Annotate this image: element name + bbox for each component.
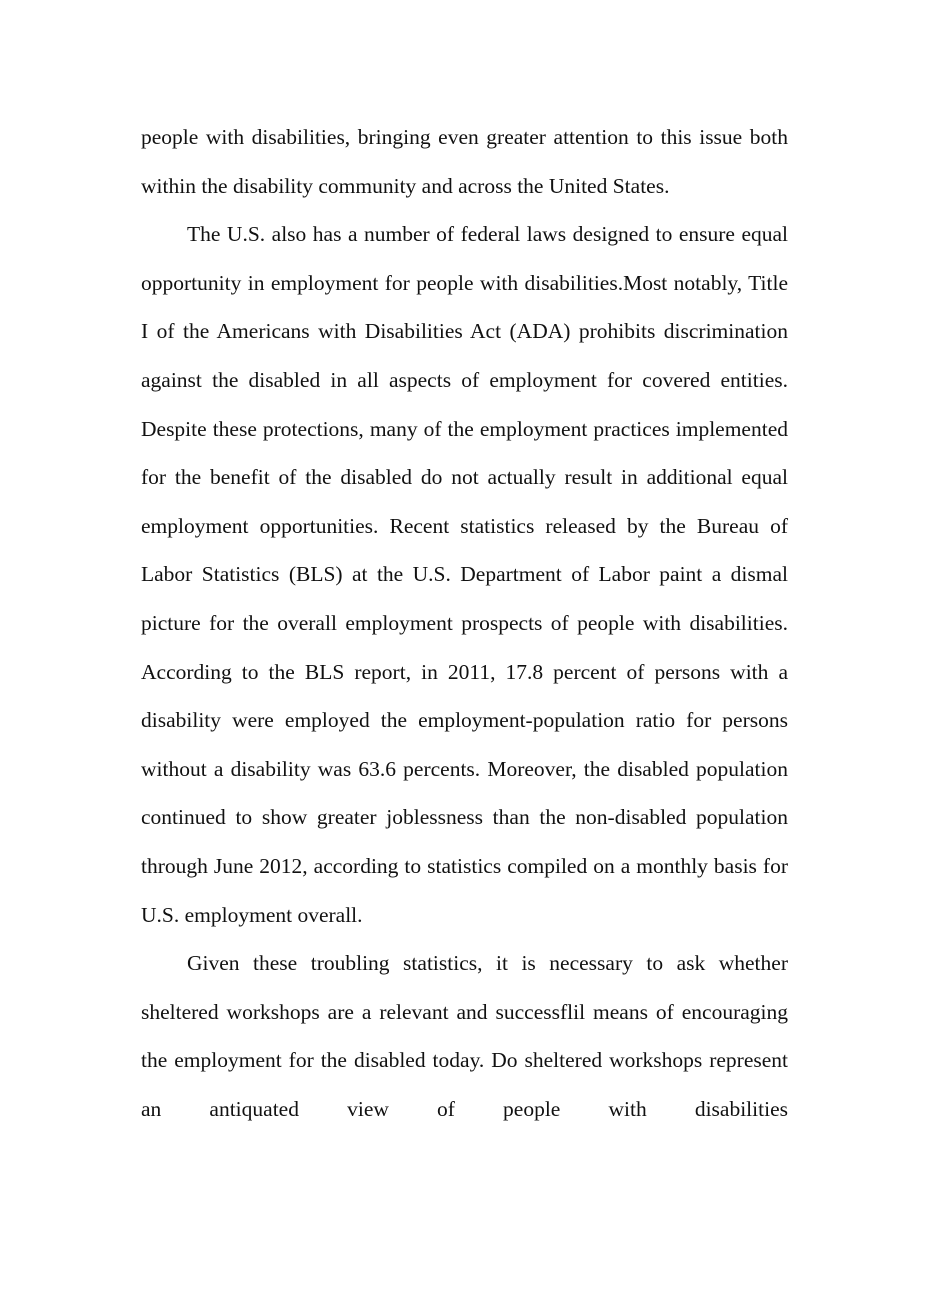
paragraph-sheltered-workshops: Given these troubling statistics, it is necessary to ask whether sheltered workshops are a relevant and successflil means of encouraging the employment for the disabled today. Do sheltered workshops represent an antiquated view of people with disabilities — [141, 951, 788, 1121]
paragraph-continued: people with disabilities, bringing even greater attention to this issue both within the disability community and across the United States. — [141, 125, 788, 198]
paragraph-federal-laws: The U.S. also has a number of federal laws designed to ensure equal opportunity in employment for people with disabilities.Most notably, Title I of the Americans with Disabilities Act (ADA) prohibits discrimination against the disabled in all aspects of employment for covered entities. Despite these protections, many of the employment practices implemented for the benefit of the disabled do not actually result in additional equal employment opportunities. Recent statistics released by the Bureau of Labor Statistics (BLS) at the U.S. Department of Labor paint a dismal picture for the overall employment prospects of people with disabilities. According to the BLS report, in 2011, 17.8 percent of persons with a disability were employed the employment-population ratio for persons without a disability was 63.6 percents. Moreover, the disabled population continued to show greater joblessness than the non-disabled population through June 2012, according to statistics compiled on a monthly basis for U.S. employment overall. — [141, 222, 788, 927]
body-text — [141, 113, 788, 1133]
